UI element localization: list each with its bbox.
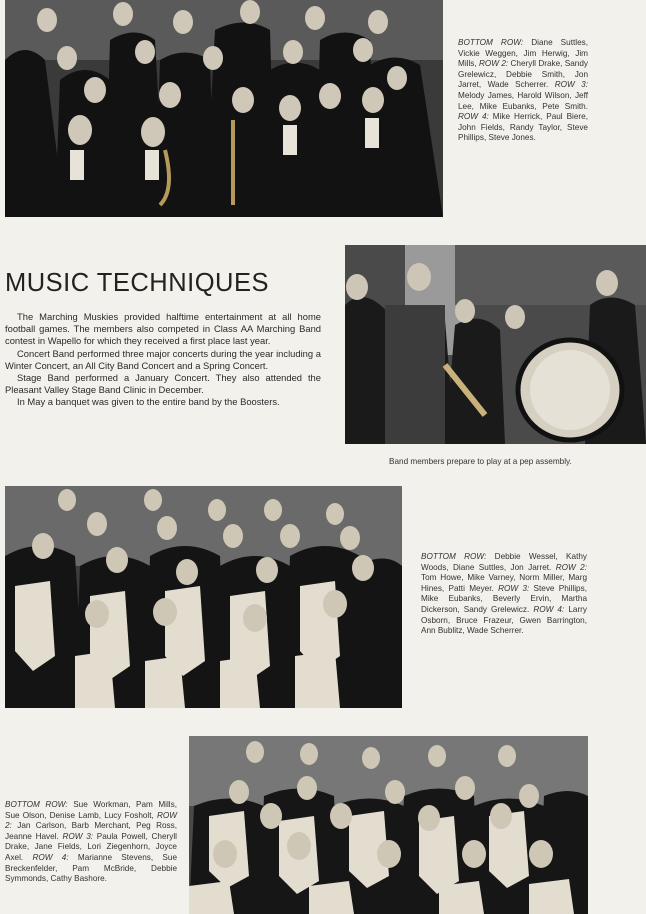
caption-names: Steve Phillips, Mike Eubanks, Beverly Ervin, Martha Dickerson, Sandy Grelewicz.	[421, 583, 587, 614]
caption-row-label: ROW 3:	[62, 831, 94, 841]
body-paragraph: The Marching Muskies provided halftime entertainment at all home football games. The members also competed in Class AA Marching Band contest in Wapello for which they received a first place last year.	[5, 311, 321, 347]
caption-names: Marianne Stevens, Sue Breckenfelder, Pam McBride, Debbie Symmonds, Cathy Bashore.	[5, 852, 177, 884]
caption-names: Diane Suttles, Vickie Weggen, Jim Herwig, Jim Mills,	[458, 38, 588, 69]
caption-row-label: ROW 3:	[554, 80, 588, 90]
caption-row-label: ROW 4:	[458, 112, 489, 122]
caption-names: Cheryll Drake, Sandy Grelewicz, Debbie Smith, Jon Jarret, Wade Scherrer.	[458, 59, 588, 90]
caption-row-label: BOTTOM ROW:	[458, 38, 524, 47]
caption-row-label: BOTTOM ROW:	[421, 552, 487, 561]
girls-band-caption	[5, 800, 177, 885]
stage-band-caption	[458, 38, 588, 144]
caption-row-label: ROW 2:	[555, 562, 587, 572]
section-body	[5, 311, 321, 409]
section-title: MUSIC TECHNIQUES	[5, 269, 269, 297]
stage-band-photo-graphic	[5, 0, 443, 217]
caption-names: Debbie Wessel, Kathy Woods, Diane Suttles, Jon Jarret.	[421, 552, 587, 572]
pep-assembly-caption: Band members prepare to play at a pep assembly.	[389, 457, 572, 466]
caption-names: Paula Powell, Cheryll Drake, Jane Fields, Lori Ziegenhorn, Joyce Axel.	[5, 831, 177, 862]
caption-names: Tom Howe, Mike Varney, Norm Miller, Marg Hines, Patti Meyer.	[421, 573, 587, 593]
girls-band-photo	[189, 736, 588, 914]
pep-assembly-photo	[345, 245, 646, 444]
marching-band-photo-graphic	[5, 486, 402, 708]
stage-band-photo	[5, 0, 443, 217]
caption-row-label: ROW 4:	[533, 604, 565, 614]
girls-band-photo-graphic	[189, 736, 588, 914]
caption-row-label: BOTTOM ROW:	[5, 800, 68, 809]
caption-names: Larry Osborn, Bruce Frazeur, Gwen Barrington, Ann Bublitz, Wade Scherrer.	[421, 604, 587, 636]
body-paragraph: Stage Band performed a January Concert. They also attended the Pleasant Valley Stage Band Clinic in December.	[5, 372, 321, 396]
marching-band-caption	[421, 552, 587, 637]
caption-row-label: ROW 2:	[5, 810, 177, 831]
body-paragraph: In May a banquet was given to the entire band by the Boosters.	[17, 396, 280, 408]
caption-names: Melody James, Harold Wilson, Jeff Lee, Mike Eubanks, Pete Smith.	[458, 90, 588, 111]
caption-names: Jan Carlson, Barb Merchant, Peg Ross, Jeanne Havel.	[5, 821, 177, 841]
caption-row-label: ROW 2:	[479, 59, 509, 69]
pep-assembly-photo-graphic	[345, 245, 646, 444]
marching-band-photo	[5, 486, 402, 708]
caption-row-label: ROW 3:	[498, 583, 530, 593]
body-paragraph: Concert Band performed three major concerts during the year including a Winter Concert, an All City Band Concert and a Spring Concert.	[5, 347, 321, 371]
caption-names: Sue Workman, Pam Mills, Sue Olson, Denise Lamb, Lucy Fosholt,	[5, 800, 177, 820]
caption-row-label: ROW 4:	[32, 852, 69, 862]
caption-names: Mike Herrick, Paul Biere, John Fields, Randy Taylor, Steve Phillips, Steve Jones.	[458, 112, 588, 143]
